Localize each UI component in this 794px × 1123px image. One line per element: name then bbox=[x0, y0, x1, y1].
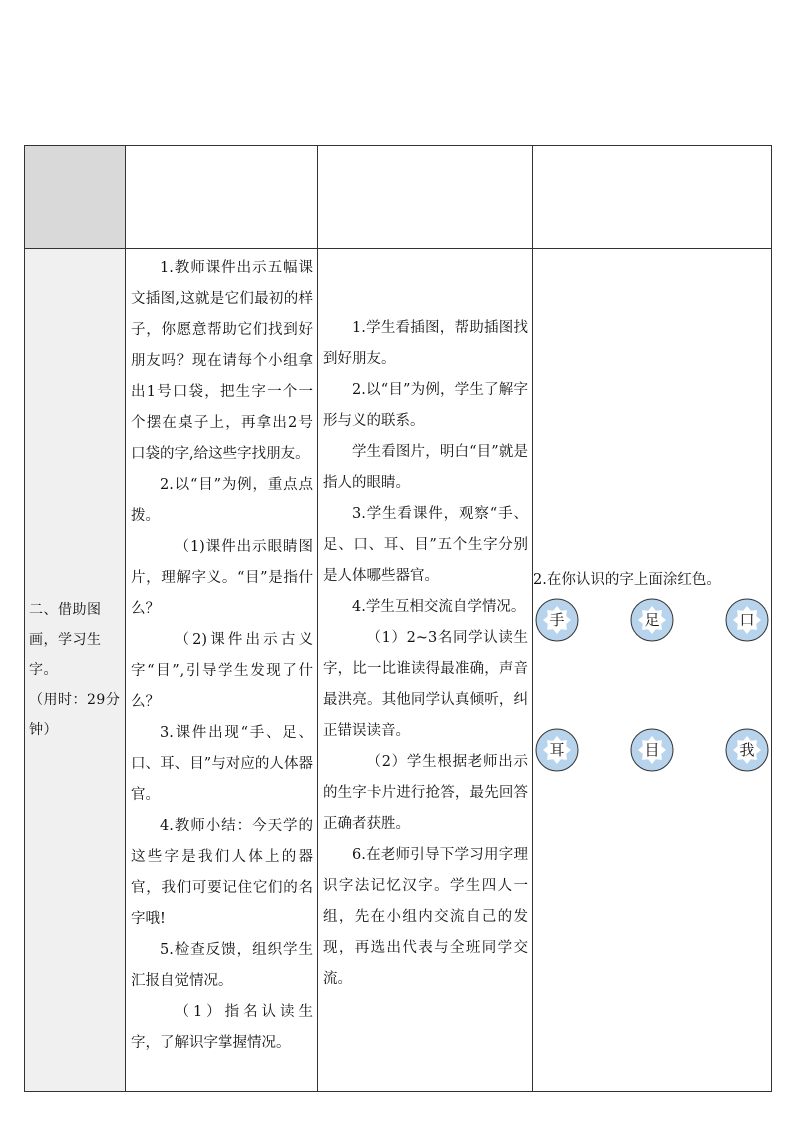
char-row-1 bbox=[533, 598, 771, 642]
teacher-step: （2)课件出示古义字“目”,引导学生发现了什么？ bbox=[131, 632, 313, 710]
char-badge[interactable] bbox=[630, 598, 674, 642]
teacher-step: （1）指名认读生字，了解识字掌握情况。 bbox=[131, 1004, 313, 1051]
student-step: 2.以“目”为例，学生了解字形与义的联系。 bbox=[323, 382, 528, 429]
teacher-step: 1.教师课件出示五幅课文插图,这就是它们最初的样子，你愿意帮助它们找到好朋友吗？现在请每个小组拿出1号口袋，把生字一个一个摆在桌子上，再拿出2号口袋的字,给这些字找朋友。 bbox=[131, 260, 313, 462]
content-row bbox=[25, 249, 772, 1092]
lesson-plan-table bbox=[24, 145, 772, 1092]
stage-title: 二、借助图画，学习生字。 bbox=[29, 602, 102, 678]
empty-cell bbox=[318, 146, 533, 249]
student-step: 6.在老师引导下学习用字理识字法记忆汉字。学生四人一组，先在小组内交流自己的发现，再选出代表与全班同学交流。 bbox=[323, 847, 528, 987]
char-label: 口 bbox=[739, 611, 755, 629]
teacher-step: 3.课件出现“手、足、口、耳、目”与对应的人体器官。 bbox=[131, 725, 313, 803]
char-badge[interactable] bbox=[630, 728, 674, 772]
char-row-2 bbox=[533, 728, 771, 772]
char-badge[interactable] bbox=[725, 598, 769, 642]
teacher-activity-cell bbox=[126, 249, 318, 1092]
char-label: 耳 bbox=[549, 741, 565, 759]
header-row bbox=[25, 146, 772, 249]
student-step: 学生看图片，明白“目”就是指人的眼睛。 bbox=[323, 444, 528, 491]
char-badge[interactable] bbox=[535, 728, 579, 772]
stage-time: （用时：29分钟） bbox=[29, 692, 121, 738]
char-label: 足 bbox=[644, 611, 660, 629]
student-activity-cell bbox=[318, 249, 533, 1092]
teacher-step: 5.检查反馈，组织学生汇报自觉情况。 bbox=[131, 942, 313, 989]
teacher-step: 2.以“目”为例，重点点拨。 bbox=[131, 477, 313, 524]
char-badge[interactable] bbox=[725, 728, 769, 772]
empty-cell bbox=[533, 146, 772, 249]
char-badge[interactable] bbox=[535, 598, 579, 642]
char-label: 目 bbox=[644, 741, 660, 759]
student-step: 4.学生互相交流自学情况。 bbox=[352, 599, 526, 615]
teacher-step: （1)课件出示眼睛图片，理解字义。“目”是指什么？ bbox=[131, 539, 313, 617]
student-step: 1.学生看插图，帮助插图找到好朋友。 bbox=[323, 320, 528, 367]
empty-header-cell bbox=[25, 146, 126, 249]
empty-cell bbox=[126, 146, 318, 249]
char-label: 我 bbox=[739, 741, 755, 759]
teacher-step: 4.教师小结：今天学的这些字是我们人体上的器官，我们可要记住它们的名字哦! bbox=[131, 818, 313, 927]
char-label: 手 bbox=[549, 611, 565, 629]
exercise-title: 2.在你认识的字上面涂红色。 bbox=[533, 572, 721, 588]
exercise-cell bbox=[533, 249, 772, 1092]
student-step: （2）学生根据老师出示的生字卡片进行抢答，最先回答正确者获胜。 bbox=[323, 754, 528, 832]
student-step: 3.学生看课件，观察“手、足、口、耳、目”五个生字分别是人体哪些器官。 bbox=[323, 506, 528, 584]
student-step: （1）2~3名同学认读生字，比一比谁读得最准确，声音最洪亮。其他同学认真倾听，纠正错误读音。 bbox=[323, 630, 528, 739]
stage-cell bbox=[25, 249, 126, 1092]
